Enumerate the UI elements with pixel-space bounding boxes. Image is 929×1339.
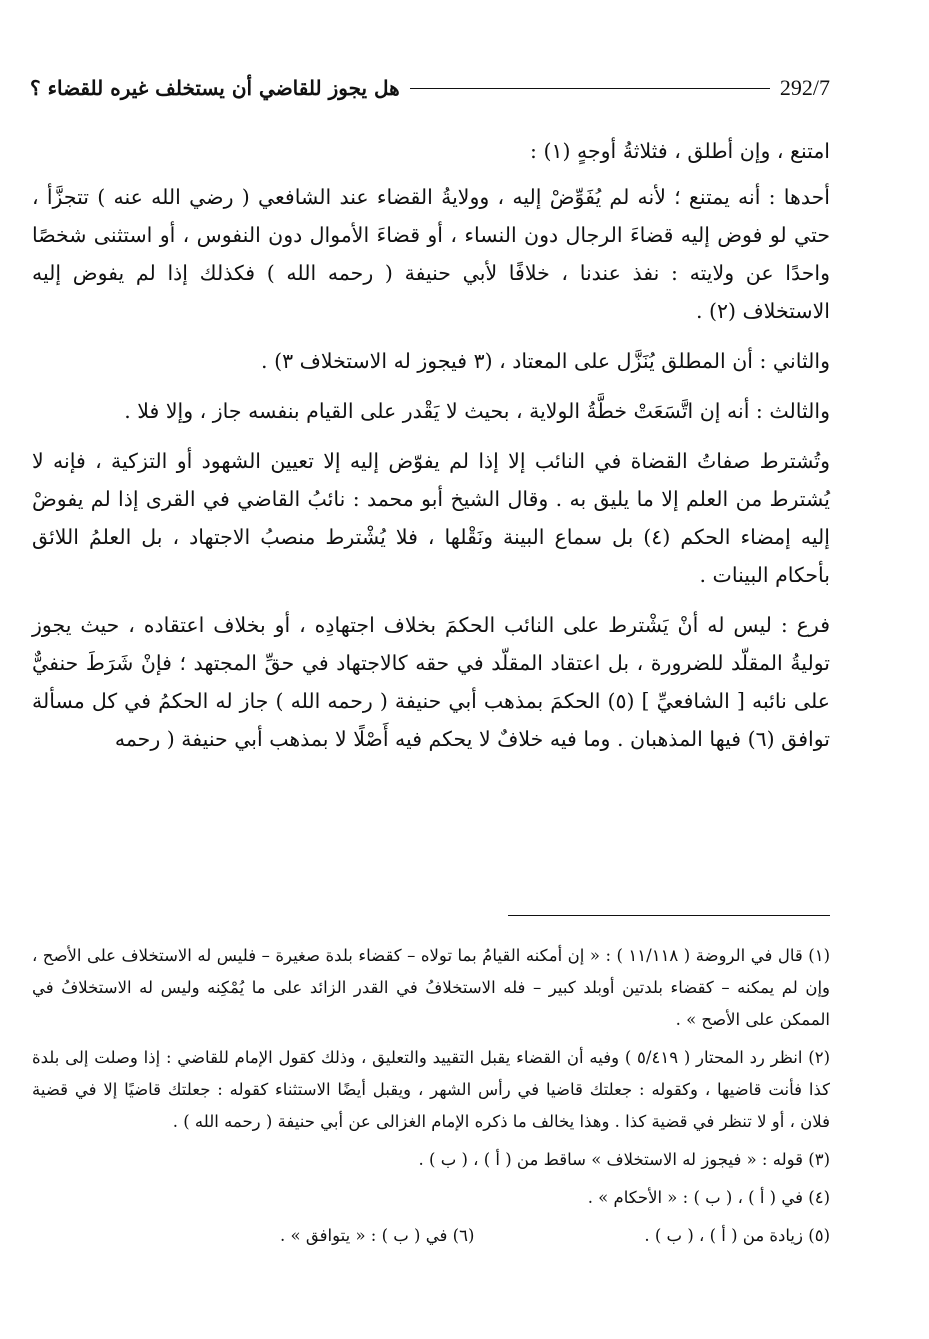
paragraph: أحدها : أنه يمتنع ؛ لأنه لم يُفَوِّضْ إليه ، وولايةُ القضاء عند الشافعي ( رضي الله عنه ) تتجزَّأ ، حتي لو فوض إليه قضاءَ الرجال دون النساء ، أو قضاءَ الأموال دون النفوس ، أو استثنى شخصًا واحدًا عن ولايته : نفذ عندنا ، خلافًا لأبي حنيفة ( رحمه الله ) فكذلك إذا لم يفوض إليه الاستخلاف (٢) . xyxy=(32,185,830,323)
running-header xyxy=(30,68,830,108)
main-text xyxy=(32,132,830,770)
paragraph: والثالث : أنه إن اتَّسَعَتْ خطَّةُ الولاية ، بحيث لا يَقْدر على القيام بنفسه جاز ، وإلا فلا . xyxy=(124,399,830,423)
paragraph: والثاني : أن المطلق يُنَزَّل على المعتاد ، (٣ فيجوز له الاستخلاف ٣) . xyxy=(261,349,830,373)
footnote: (٢) انظر رد المحتار ( ٥/٤١٩ ) وفيه أن القضاء يقبل التقييد والتعليق ، وذلك كقول الإمام للقاضي : إذا وصلت إلى بلدة كذا فأنت قاضيها ، وكقوله : جعلتك قاضيا في رأس الشهر ، ويقبل أيضًا الاستثناء كقوله : جعلتك قاضيًا إلا في قضية فلان ، أو لا تنظر في قضية كذا . وهذا يخالف ما ذكره الإمام الغزالى عن أبي حنيفة ( رحمه الله ) . xyxy=(32,1048,830,1131)
paragraph: امتنع ، وإن أطلق ، فثلاثةُ أوجهٍ (١) : xyxy=(530,139,830,163)
page-number: 292/7 xyxy=(779,75,830,100)
footnote-separator xyxy=(508,915,830,916)
header-rule xyxy=(410,88,770,89)
running-title: هل يجوز للقاضي أن يستخلف غيره للقضاء ؟ xyxy=(30,76,400,100)
footnotes xyxy=(32,940,830,1252)
footnote: (١) قال في الروضة ( ١١/١١٨ ) : « إن أمكنه القيامُ بما تولاه – كقضاء بلدة صغيرة – فليس له الاستخلاف على الأصح ، وإن لم يمكنه – كقضاء بلدتين أوبلد كبير – فله الاستخلافُ في القدر الزائد على ما يُمْكِنه وليس له الاستخلافُ في الممكن على الأصح » . xyxy=(32,946,830,1029)
footnote: (٣) قوله : « فيجوز له الاستخلاف » ساقط من ( أ ) ، ( ب ) . xyxy=(418,1150,830,1169)
footnote-row xyxy=(32,1220,830,1252)
paragraph: فرع : ليس له أنْ يَشْترط على النائب الحكمَ بخلاف اجتهادِه ، أو بخلاف اعتقاده ، حيث يجوز توليةُ المقلّد للضرورة ، بل اعتقاد المقلّد في حقه كالاجتهاد في حقِّ المجتهد ؛ فإنْ شَرَطَ حنفيٌّ على نائبه [ الشافعيِّ ] (٥) الحكمَ بمذهب أبي حنيفة ( رحمه الله ) جاز له الحكمُ في كل مسألة توافق (٦) فيها المذهبان . وما فيه خلافٌ لا يحكم فيه أَصْلًا لا بمذهب أبي حنيفة ( رحمه xyxy=(32,613,830,751)
footnote: (٥) زيادة من ( أ ) ، ( ب ) . xyxy=(644,1226,830,1245)
footnote: (٦) في ( ب ) : « يتوافق » . xyxy=(280,1226,475,1245)
paragraph: وتُشترط صفاتُ القضاة في النائب إلا إذا لم يفوّض إليه إلا تعيين الشهود أو التزكية ، فإنه لا يُشترط من العلم إلا ما يليق به . وقال الشيخ أبو محمد : نائبُ القاضي في القرى إذا لم يفوضْ إليه إمضاء الحكم (٤) بل سماع البينة ونَقْلها ، فلا يُشْترط منصبُ الاجتهاد ، بل العلمُ اللائق بأحكام البينات . xyxy=(32,449,830,587)
footnote: (٤) في ( أ ) ، ( ب ) : « الأحكام » . xyxy=(587,1188,830,1207)
